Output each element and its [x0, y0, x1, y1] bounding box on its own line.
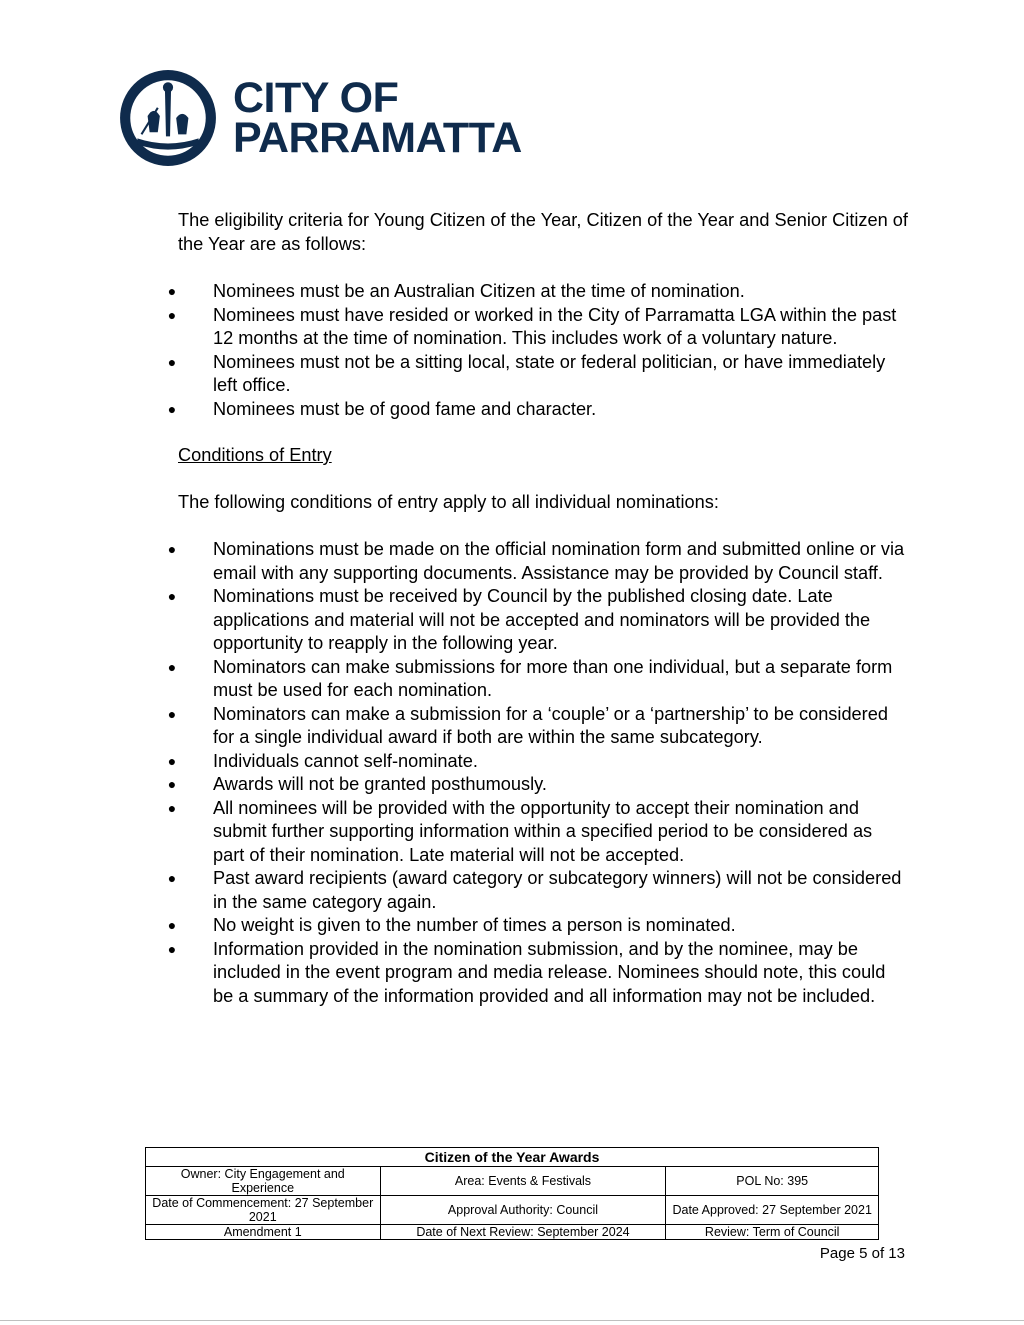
bullet-icon: ● [167, 940, 177, 957]
list-item: ● No weight is given to the number of times a person is nominated. [166, 914, 908, 938]
list-item: ● All nominees will be provided with the opportunity to accept their nomination and submit further supporting information within a specified period to be considered as part of their nomination. Late material will not be accepted. [167, 797, 873, 865]
table-cell: Date of Commencement: 27 September 2021 [146, 1196, 381, 1225]
document-body [167, 209, 908, 1008]
conditions-list [166, 538, 908, 1008]
conditions-heading: Conditions of Entry [178, 445, 332, 465]
logo-line-2: PARRAMATTA [233, 114, 522, 162]
bullet-icon: ● [167, 870, 177, 886]
list-item: ● Nominees must be an Australian Citizen at the time of nomination. [166, 280, 908, 304]
table-cell: POL No: 395 [666, 1167, 879, 1196]
bullet-icon: ● [167, 283, 177, 299]
table-cell: Area: Events & Festivals [380, 1167, 666, 1196]
page-divider [0, 1320, 1024, 1321]
table-cell: Date of Next Review: September 2024 [380, 1225, 666, 1240]
bullet-icon: ● [167, 353, 177, 370]
council-logo [117, 66, 522, 170]
table-row [146, 1225, 879, 1240]
bullet-icon: ● [167, 588, 177, 604]
list-item: ● Individuals cannot self-nominate. [166, 750, 908, 774]
bullet-icon: ● [167, 799, 177, 816]
list-item: ● Past award recipients (award category or subcategory winners) will not be considered in the same category again. [167, 868, 902, 912]
list-item: ● Nominations must be made on the official nomination form and submitted online or via email with any supporting documents. Assistance may be provided by Council staff. [167, 539, 905, 583]
table-cell: Amendment 1 [146, 1225, 381, 1240]
list-item: ● Nominators can make submissions for more than one individual, but a separate form must be used for each nomination. [167, 656, 893, 700]
table-row [146, 1196, 879, 1225]
eligibility-list [166, 280, 908, 421]
table-cell: Approval Authority: Council [380, 1196, 666, 1225]
list-item: ● Nominees must have resided or worked in the City of Parramatta LGA within the past 12 months at the time of nomination. This includes work of a voluntary nature. [167, 304, 897, 348]
footer-title: Citizen of the Year Awards [146, 1148, 879, 1167]
bullet-icon: ● [167, 658, 177, 675]
list-item: ● Nominations must be received by Council by the published closing date. Late applications and material will not be accepted and nominators will be provided the opportunity to reapply in the following year. [167, 586, 871, 653]
table-cell: Owner: City Engagement and Experience [146, 1167, 381, 1196]
list-item: ● Nominees must not be a sitting local, state or federal politician, or have immediately left office. [167, 351, 886, 395]
list-item: ● Awards will not be granted posthumously. [166, 773, 908, 797]
list-item: ● Nominators can make a submission for a ‘couple’ or a ‘partnership’ to be considered for a single individual award if both are within the same subcategory. [167, 703, 888, 747]
table-cell: Review: Term of Council [666, 1225, 879, 1240]
conditions-intro: The following conditions of entry apply to all individual nominations: [178, 491, 719, 512]
bullet-icon: ● [167, 917, 177, 933]
list-item: ● Information provided in the nomination submission, and by the nominee, may be included in the event program and media release. Nominees should note, this could be a summary of the information provided and all information may not be included. [167, 938, 886, 1006]
table-cell: Date Approved: 27 September 2021 [666, 1196, 879, 1225]
bullet-icon: ● [167, 306, 177, 323]
city-seal-icon [117, 67, 219, 169]
eligibility-intro: The eligibility criteria for Young Citizen of the Year, Citizen of the Year and Senior Citizen of the Year are as follows: [178, 210, 908, 254]
policy-footer-table [145, 1147, 879, 1240]
bullet-icon: ● [167, 400, 177, 417]
page-number: Page 5 of 13 [819, 1245, 905, 1262]
list-item: ● Nominees must be of good fame and character. [166, 398, 908, 422]
bullet-icon: ● [167, 776, 177, 792]
bullet-icon: ● [167, 541, 177, 557]
table-row [146, 1167, 879, 1196]
logo-wordmark [233, 74, 522, 162]
bullet-icon: ● [167, 752, 177, 769]
bullet-icon: ● [167, 705, 177, 722]
logo-line-1: CITY OF [233, 74, 399, 122]
